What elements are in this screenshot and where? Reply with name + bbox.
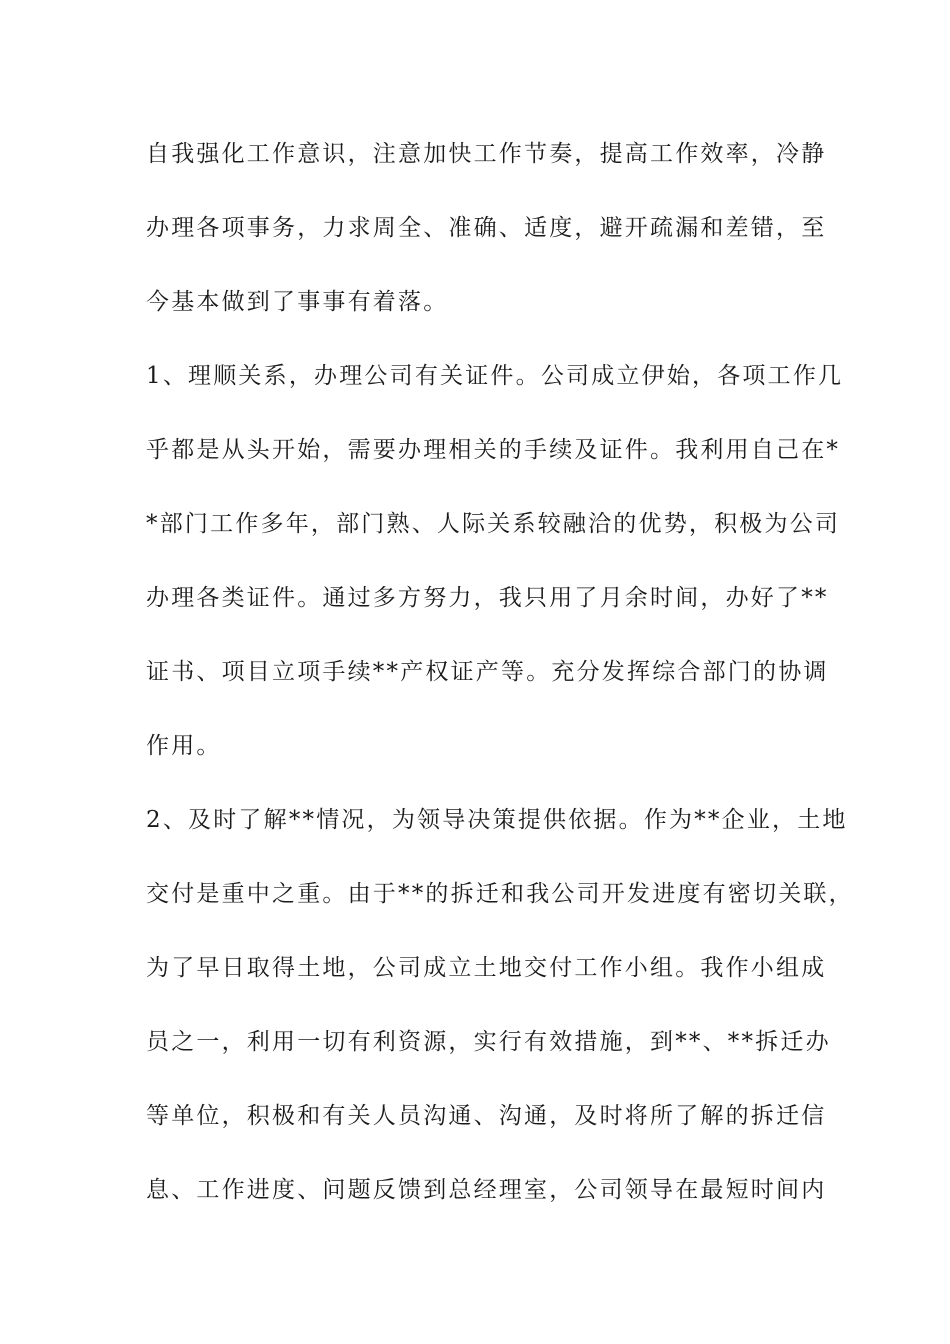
text-line: 办理各类证件。通过多方努力，我只用了月余时间，办好了** xyxy=(146,585,829,611)
text-line: 员之一，利用一切有利资源，实行有效措施，到**、**拆迁办 xyxy=(146,1029,831,1055)
document-body xyxy=(146,132,854,1242)
text-line: *部门工作多年，部门熟、人际关系较融洽的优势，积极为公司 xyxy=(146,511,841,537)
text-line: 等单位，积极和有关人员沟通、沟通，及时将所了解的拆迁信 xyxy=(146,1103,827,1129)
text-line: 作用。 xyxy=(146,733,222,759)
text-line: 息、工作进度、问题反馈到总经理室，公司领导在最短时间内 xyxy=(146,1177,827,1203)
text-line: 办理各项事务，力求周全、准确、适度，避开疏漏和差错，至 xyxy=(146,215,827,241)
text-line: 交付是重中之重。由于**的拆迁和我公司开发进度有密切关联， xyxy=(146,881,854,907)
text-line: 今基本做到了事事有着落。 xyxy=(146,289,449,315)
text-line: 为了早日取得土地，公司成立土地交付工作小组。我作小组成 xyxy=(146,955,827,981)
text-line: 2、及时了解**情况，为领导决策提供依据。作为**企业，土地 xyxy=(146,807,848,833)
text-line: 自我强化工作意识，注意加快工作节奏，提高工作效率，冷静 xyxy=(146,141,827,167)
text-line: 证书、项目立项手续**产权证产等。充分发挥综合部门的协调 xyxy=(146,659,829,685)
text-line: 乎都是从头开始，需要办理相关的手续及证件。我利用自己在* xyxy=(146,437,841,463)
text-line: 1、理顺关系，办理公司有关证件。公司成立伊始，各项工作几 xyxy=(146,363,844,389)
